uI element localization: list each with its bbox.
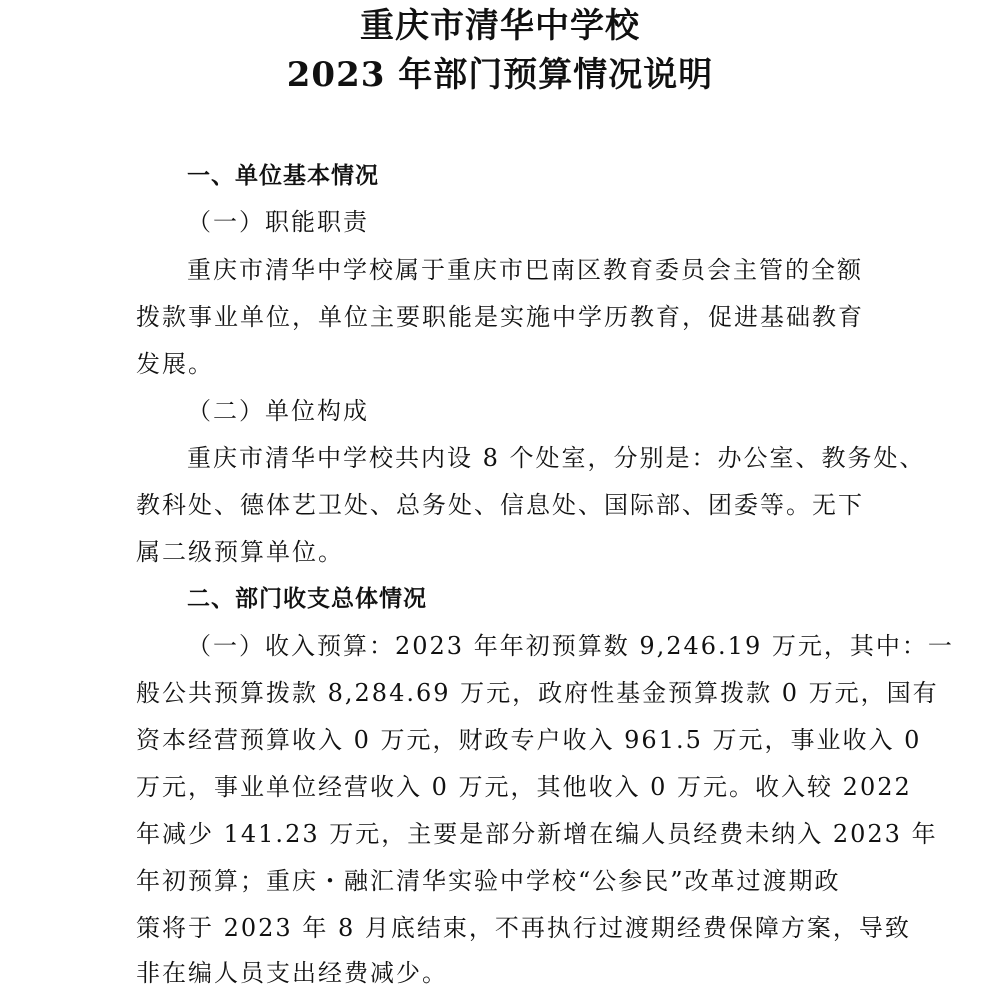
paragraph-line: （一）收入预算：2023 年年初预算数 9,246.19 万元，其中：一 (187, 632, 954, 660)
paragraph-line: 年初预算；重庆・融汇清华实验中学校“公参民”改革过渡期政 (136, 867, 841, 895)
paragraph-line: 般公共预算拨款 8,284.69 万元，政府性基金预算拨款 0 万元，国有 (136, 679, 939, 707)
section-heading-budget-overview: 二、部门收支总体情况 (187, 586, 427, 612)
paragraph-line: 重庆市清华中学校属于重庆市巴南区教育委员会主管的全额 (187, 256, 863, 284)
document-title: 重庆市清华中学校 (360, 6, 640, 46)
paragraph-line: 策将于 2023 年 8 月底结束，不再执行过渡期经费保障方案，导致 (136, 914, 911, 942)
subheading-composition: （二）单位构成 (187, 397, 369, 425)
document-subtitle: 2023 年部门预算情况说明 (286, 55, 714, 95)
paragraph-line: 万元，事业单位经营收入 0 万元，其他收入 0 万元。收入较 2022 (136, 773, 912, 801)
paragraph-line: 教科处、德体艺卫处、总务处、信息处、国际部、团委等。无下 (136, 491, 864, 519)
paragraph-line: 非在编人员支出经费减少。 (136, 959, 448, 987)
paragraph-line: 资本经营预算收入 0 万元，财政专户收入 961.5 万元，事业收入 0 (136, 726, 922, 754)
paragraph-line: 年减少 141.23 万元，主要是部分新增在编人员经费未纳入 2023 年 (136, 820, 938, 848)
subheading-functions: （一）职能职责 (187, 208, 369, 236)
paragraph-line: 拨款事业单位，单位主要职能是实施中学历教育，促进基础教育 (136, 303, 864, 331)
paragraph-line: 属二级预算单位。 (136, 538, 344, 566)
paragraph-line: 重庆市清华中学校共内设 8 个处室，分别是：办公室、教务处、 (187, 444, 926, 472)
paragraph-line: 发展。 (136, 350, 214, 378)
section-heading-basic-info: 一、单位基本情况 (187, 163, 379, 189)
